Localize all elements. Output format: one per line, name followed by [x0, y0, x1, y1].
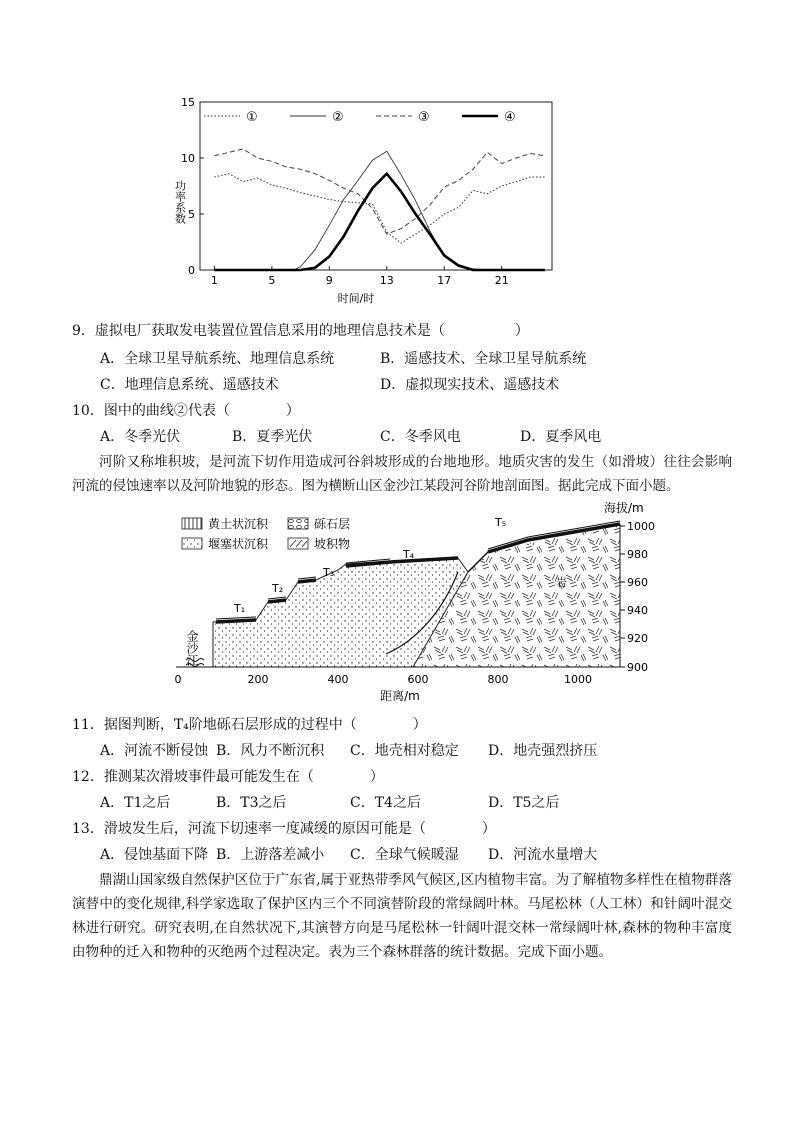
terrace-t5: T₅	[495, 516, 507, 529]
chart-ylabel: 功率系数	[173, 180, 187, 224]
x-tick-label: 13	[379, 274, 394, 287]
q12-option-c[interactable]: C．T4之后	[350, 795, 421, 811]
series-line-1	[214, 174, 544, 243]
q9-option-c[interactable]: C．地理信息系统、遥感技术	[100, 377, 279, 393]
ytick-920: 920	[627, 632, 648, 645]
profile-y-ticks	[620, 520, 655, 674]
legend-label-4: ④	[504, 110, 516, 125]
river-label: 金沙江	[185, 630, 199, 666]
profile-xlabel: 距离/m	[380, 689, 420, 703]
forest-passage	[72, 868, 732, 964]
series-line-4	[214, 174, 544, 270]
profile-x-ticks	[175, 673, 593, 686]
legend-loess: 黄土状沉积	[208, 517, 269, 531]
terrace-profile-diagram	[168, 500, 668, 712]
xtick-600: 600	[407, 673, 429, 686]
terrace-t1: T₁	[234, 602, 246, 615]
x-tick-label: 21	[494, 274, 509, 287]
x-tick-label: 9	[325, 274, 333, 287]
question-10-stem: 10．图中的曲线②代表（ ）	[72, 403, 300, 419]
q10-option-b[interactable]: B．夏季光伏	[232, 429, 313, 445]
legend-label-2: ②	[332, 110, 344, 125]
profile-legend	[182, 516, 350, 551]
q12-option-b[interactable]: B．T3之后	[216, 795, 287, 811]
series-line-2	[214, 151, 544, 270]
ytick-940: 940	[627, 604, 648, 617]
xtick-800: 800	[487, 673, 509, 686]
xtick-1000: 1000	[564, 673, 592, 686]
q9-option-d[interactable]: D．虚拟现实技术、遥感技术	[380, 377, 560, 393]
y-tick-label: 15	[181, 96, 195, 109]
x-tick-label: 1	[210, 274, 218, 287]
terrace-t4: T₄	[403, 548, 415, 561]
q9-option-a[interactable]: A．全球卫星导航系统、地理信息系统	[100, 351, 335, 367]
legend-label-3: ③	[418, 110, 430, 125]
q12-option-a[interactable]: A．T1之后	[100, 795, 171, 811]
q9-option-b[interactable]: B．遥感技术、全球卫星导航系统	[380, 351, 587, 367]
rock-label: 岩	[556, 576, 567, 589]
question-11-stem: 11．据图判断，T₄阶地砾石层形成的过程中（ ）	[72, 717, 427, 733]
q11-option-d[interactable]: D．地壳强烈挤压	[488, 743, 598, 759]
chart-xlabel: 时间/时	[337, 292, 375, 305]
y-tick-label: 5	[188, 208, 195, 221]
question-9-stem: 9．虚拟电厂获取发电装置位置信息采用的地理信息技术是（ ）	[72, 323, 529, 339]
q13-option-c[interactable]: C．全球气候暖湿	[350, 847, 459, 863]
terrace-t2: T₂	[272, 582, 284, 595]
q11-option-a[interactable]: A．河流不断侵蚀	[100, 743, 209, 759]
terrace-t3: T₃	[323, 566, 335, 579]
q10-option-d[interactable]: D．夏季风电	[520, 429, 602, 445]
q10-option-a[interactable]: A．冬季光伏	[100, 429, 181, 445]
q13-option-d[interactable]: D．河流水量增大	[488, 847, 598, 863]
xtick-200: 200	[247, 673, 269, 686]
q11-option-c[interactable]: C．地壳相对稳定	[350, 743, 459, 759]
legend-dammed: 堰塞状沉积	[208, 537, 269, 551]
question-12-stem: 12．推测某次滑坡事件最可能发生在（ ）	[72, 769, 384, 785]
ytick-960: 960	[627, 576, 648, 589]
xtick-400: 400	[327, 673, 349, 686]
question-13-stem: 13．滑坡发生后，河流下切速率一度减缓的原因可能是（ ）	[72, 821, 496, 837]
y-tick-label: 0	[188, 264, 195, 277]
legend-label-1: ①	[246, 110, 258, 125]
ytick-980: 980	[627, 548, 648, 561]
q10-option-c[interactable]: C．冬季风电	[380, 429, 461, 445]
xtick-0: 0	[174, 673, 182, 686]
forest-passage-text: 鼎湖山国家级自然保护区位于广东省,属于亚热带季风气候区,区内植物丰富。为了解植物多样性在植物群落演替中的变化规律,科学家选取了保护区内三个不同演替阶段的常绿阔叶林。马尾松林（人工林）和针阔叶混交林进行研究。研究表明,在自然状况下,其演替方向是马尾松林一针阔叶混交林一常绿阔叶林,森林的物种丰富度由物种的迁入和物种的灭绝两个过程决定。表为三个森林群落的统计数据。完成下面小题。	[72, 872, 732, 960]
y-tick-label: 10	[181, 152, 195, 165]
legend-gravel: 砾石层	[314, 517, 351, 531]
terrace-passage-text: 河阶又称堆积坡，是河流下切作用造成河谷斜坡形成的台地地形。地质灾害的发生（如滑坡）往往会影响河流的侵蚀速率以及河阶地貌的形态。图为横断山区金沙江某段河谷阶地剖面图。据此完成下面小题。	[72, 454, 732, 494]
ytick-900: 900	[627, 661, 648, 674]
profile-ylabel: 海拔/m	[604, 501, 644, 515]
series-line-3	[214, 149, 544, 234]
x-tick-label: 5	[268, 274, 276, 287]
ytick-1000: 1000	[627, 520, 655, 533]
q13-option-a[interactable]: A．侵蚀基面下降	[100, 847, 209, 863]
q13-option-b[interactable]: B．上游落差减小	[216, 847, 325, 863]
power-coefficient-chart	[160, 92, 560, 307]
x-tick-label: 17	[437, 274, 452, 287]
q11-option-b[interactable]: B．风力不断沉积	[216, 743, 325, 759]
q12-option-d[interactable]: D．T5之后	[488, 795, 560, 811]
legend-colluvium: 坡积物	[314, 537, 351, 551]
terrace-passage	[72, 450, 732, 498]
